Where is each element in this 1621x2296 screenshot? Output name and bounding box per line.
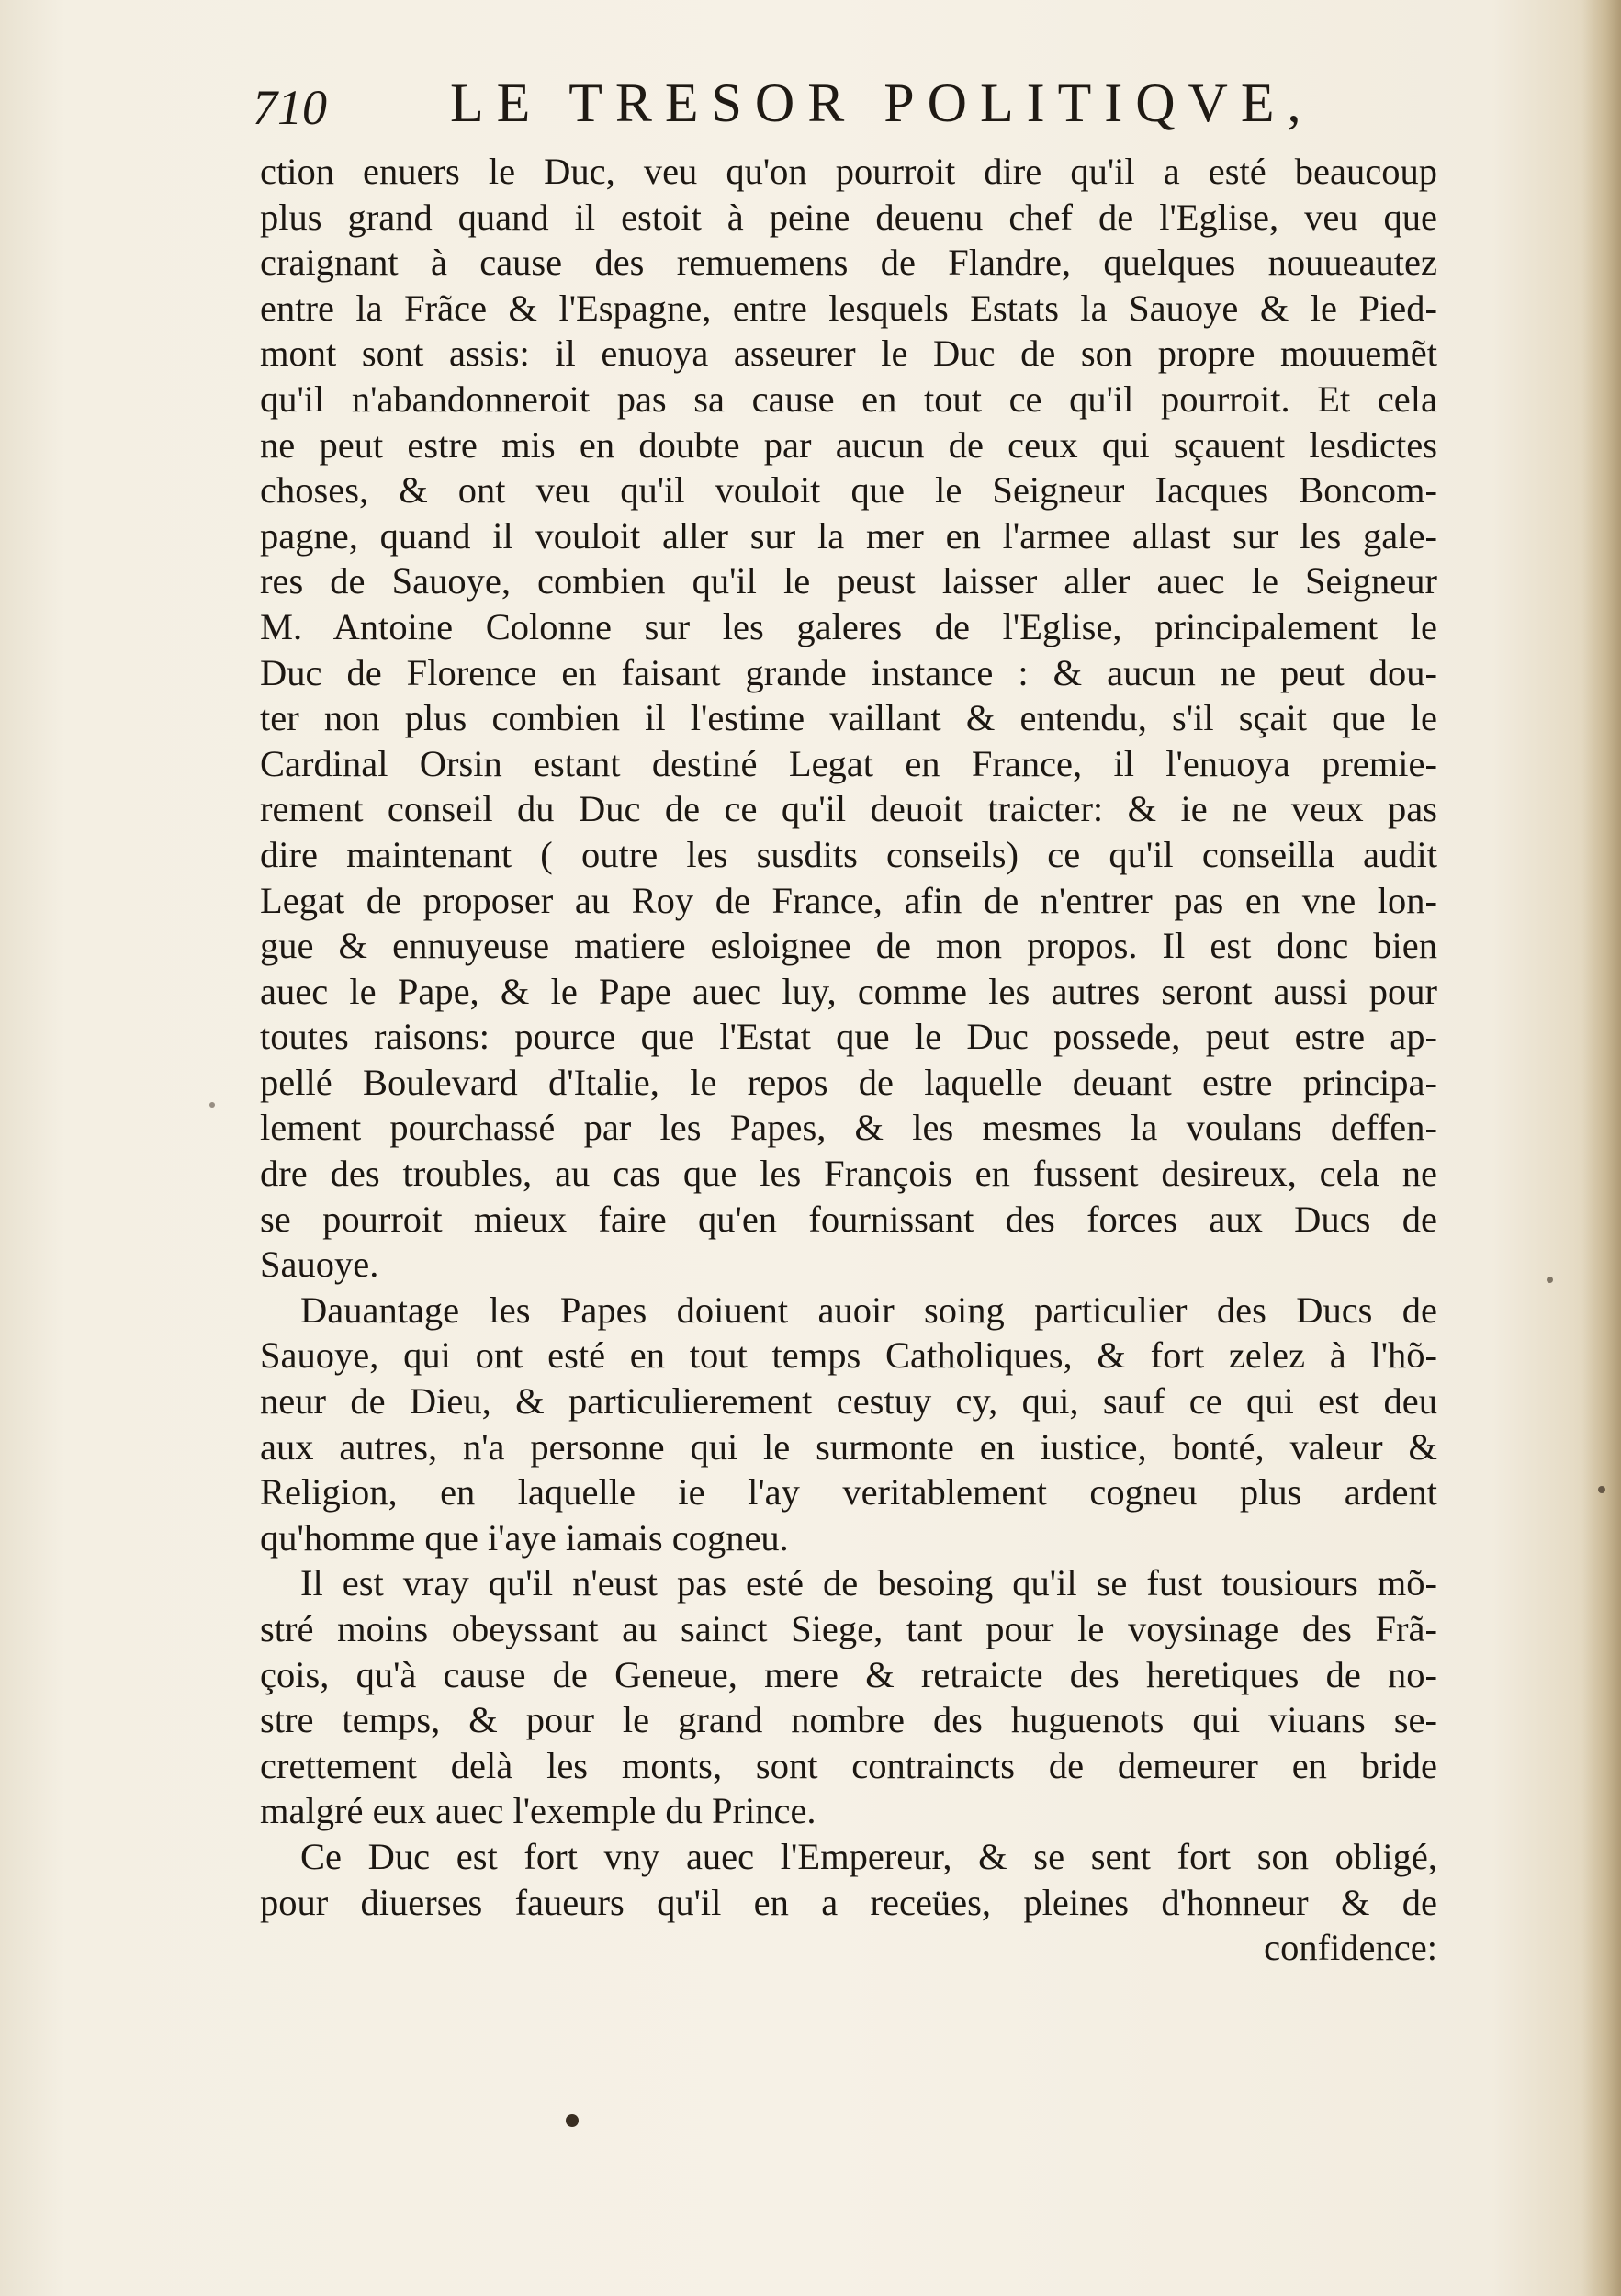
- page-edge-shadow: [1582, 0, 1621, 2296]
- text-line: crettement delà les monts, sont contraincts de demeurer en bride: [260, 1744, 1437, 1786]
- book-title: LE TRESOR POLITIQVE,: [450, 73, 1314, 133]
- text-line: auec le Pape, & le Pape auec luy, comme les autres seront aussi pour: [260, 970, 1437, 1012]
- text-line: ter non plus combien il l'estime vaillant & entendu, s'il sçait que le: [260, 697, 1437, 739]
- text-line: ction enuers le Duc, veu qu'on pourroit dire qu'il a esté beaucoup: [260, 151, 1437, 192]
- text-line: aux autres, n'a personne qui le surmonte en iustice, bonté, valeur &: [260, 1425, 1437, 1468]
- text-line: qu'il n'abandonneroit pas sa cause en tout ce qu'il pourroit. Et cela: [260, 377, 1437, 420]
- margin-dot-mark: [1598, 1486, 1605, 1493]
- text-line: Cardinal Orsin estant destiné Legat en France, il l'enuoya premie-: [260, 742, 1437, 784]
- paragraph-start-line: Dauantage les Papes doiuent auoir soing particulier des Ducs de: [300, 1289, 1437, 1331]
- text-line: toutes raisons: pource que l'Estat que le Duc possede, peut estre ap-: [260, 1016, 1437, 1058]
- text-line: plus grand quand il estoit à peine deuenu chef de l'Eglise, veu que: [260, 196, 1437, 238]
- text-line: Duc de Florence en faisant grande instance : & aucun ne peut dou-: [260, 651, 1437, 693]
- text-line: Sauoye, qui ont esté en tout temps Catholiques, & fort zelez à l'hõ-: [260, 1334, 1437, 1377]
- text-line: çois, qu'à cause de Geneue, mere & retraicte des heretiques de no-: [260, 1653, 1437, 1695]
- text-line: se pourroit mieux faire qu'en fournissant des forces aux Ducs de: [260, 1198, 1437, 1240]
- text-line: stré moins obeyssant au sainct Siege, tant pour le voysinage des Frã-: [260, 1608, 1437, 1649]
- text-line: neur de Dieu, & particulierement cestuy cy, qui, sauf ce qui est deu: [260, 1380, 1437, 1423]
- text-line: pagne, quand il vouloit aller sur la mer en l'armee allast sur les gale-: [260, 514, 1437, 557]
- text-line: lement pourchassé par les Papes, & les mesmes la voulans deffen-: [260, 1107, 1437, 1149]
- body-text: [260, 149, 1437, 1971]
- text-line: M. Antoine Colonne sur les galeres de l'Eglise, principalement le: [260, 605, 1437, 647]
- ink-blot-mark: [566, 2114, 579, 2127]
- text-line: dre des troubles, au cas que les François en fussent desireux, cela ne: [260, 1153, 1437, 1195]
- text-line: choses, & ont veu qu'il vouloit que le Seigneur Iacques Boncom-: [260, 469, 1437, 512]
- margin-dot-mark: [1547, 1277, 1553, 1283]
- paragraph-start-line: Il est vray qu'il n'eust pas esté de besoing qu'il se fust tousiours mõ-: [300, 1562, 1437, 1604]
- text-line: gue & ennuyeuse matiere esloignee de mon propos. Il est donc bien: [260, 925, 1437, 967]
- text-line: pellé Boulevard d'Italie, le repos de laquelle deuant estre principa-: [260, 1061, 1437, 1103]
- paragraph-end-line: qu'homme que i'aye iamais cogneu.: [260, 1516, 789, 1559]
- paragraph-end-line: malgré eux auec l'exemple du Prince.: [260, 1790, 816, 1832]
- text-line: pour diuerses faueurs qu'il en a receües, pleines d'honneur & de: [260, 1881, 1437, 1923]
- paragraph-start-line: Ce Duc est fort vny auec l'Empereur, & se sent fort son obligé,: [300, 1835, 1437, 1877]
- text-line: mont sont assis: il enuoya asseurer le Duc de son propre mouuemẽt: [260, 332, 1437, 375]
- page-number: 710: [253, 80, 327, 135]
- running-head: [253, 72, 1437, 145]
- text-line: dire maintenant ( outre les susdits conseils) ce qu'il conseilla audit: [260, 833, 1437, 875]
- text-line: Religion, en laquelle ie l'ay veritablement cogneu plus ardent: [260, 1471, 1437, 1514]
- catchword: confidence:: [1264, 1927, 1437, 1969]
- text-line: ne peut estre mis en doubte par aucun de ceux qui sçauent lesdictes: [260, 423, 1437, 466]
- text-line: res de Sauoye, combien qu'il le peust laisser aller auec le Seigneur: [260, 560, 1437, 602]
- text-line: Legat de proposer au Roy de France, afin de n'entrer pas en vne lon-: [260, 879, 1437, 921]
- margin-dot-mark: [209, 1102, 215, 1108]
- paragraph-end-line: Sauoye.: [260, 1244, 379, 1286]
- text-line: craignant à cause des remuemens de Flandre, quelques nouueautez: [260, 242, 1437, 284]
- text-line: stre temps, & pour le grand nombre des huguenots qui viuans se-: [260, 1699, 1437, 1741]
- text-line: rement conseil du Duc de ce qu'il deuoit traicter: & ie ne veux pas: [260, 788, 1437, 830]
- text-line: entre la Frãce & l'Espagne, entre lesquels Estats la Sauoye & le Pied-: [260, 287, 1437, 329]
